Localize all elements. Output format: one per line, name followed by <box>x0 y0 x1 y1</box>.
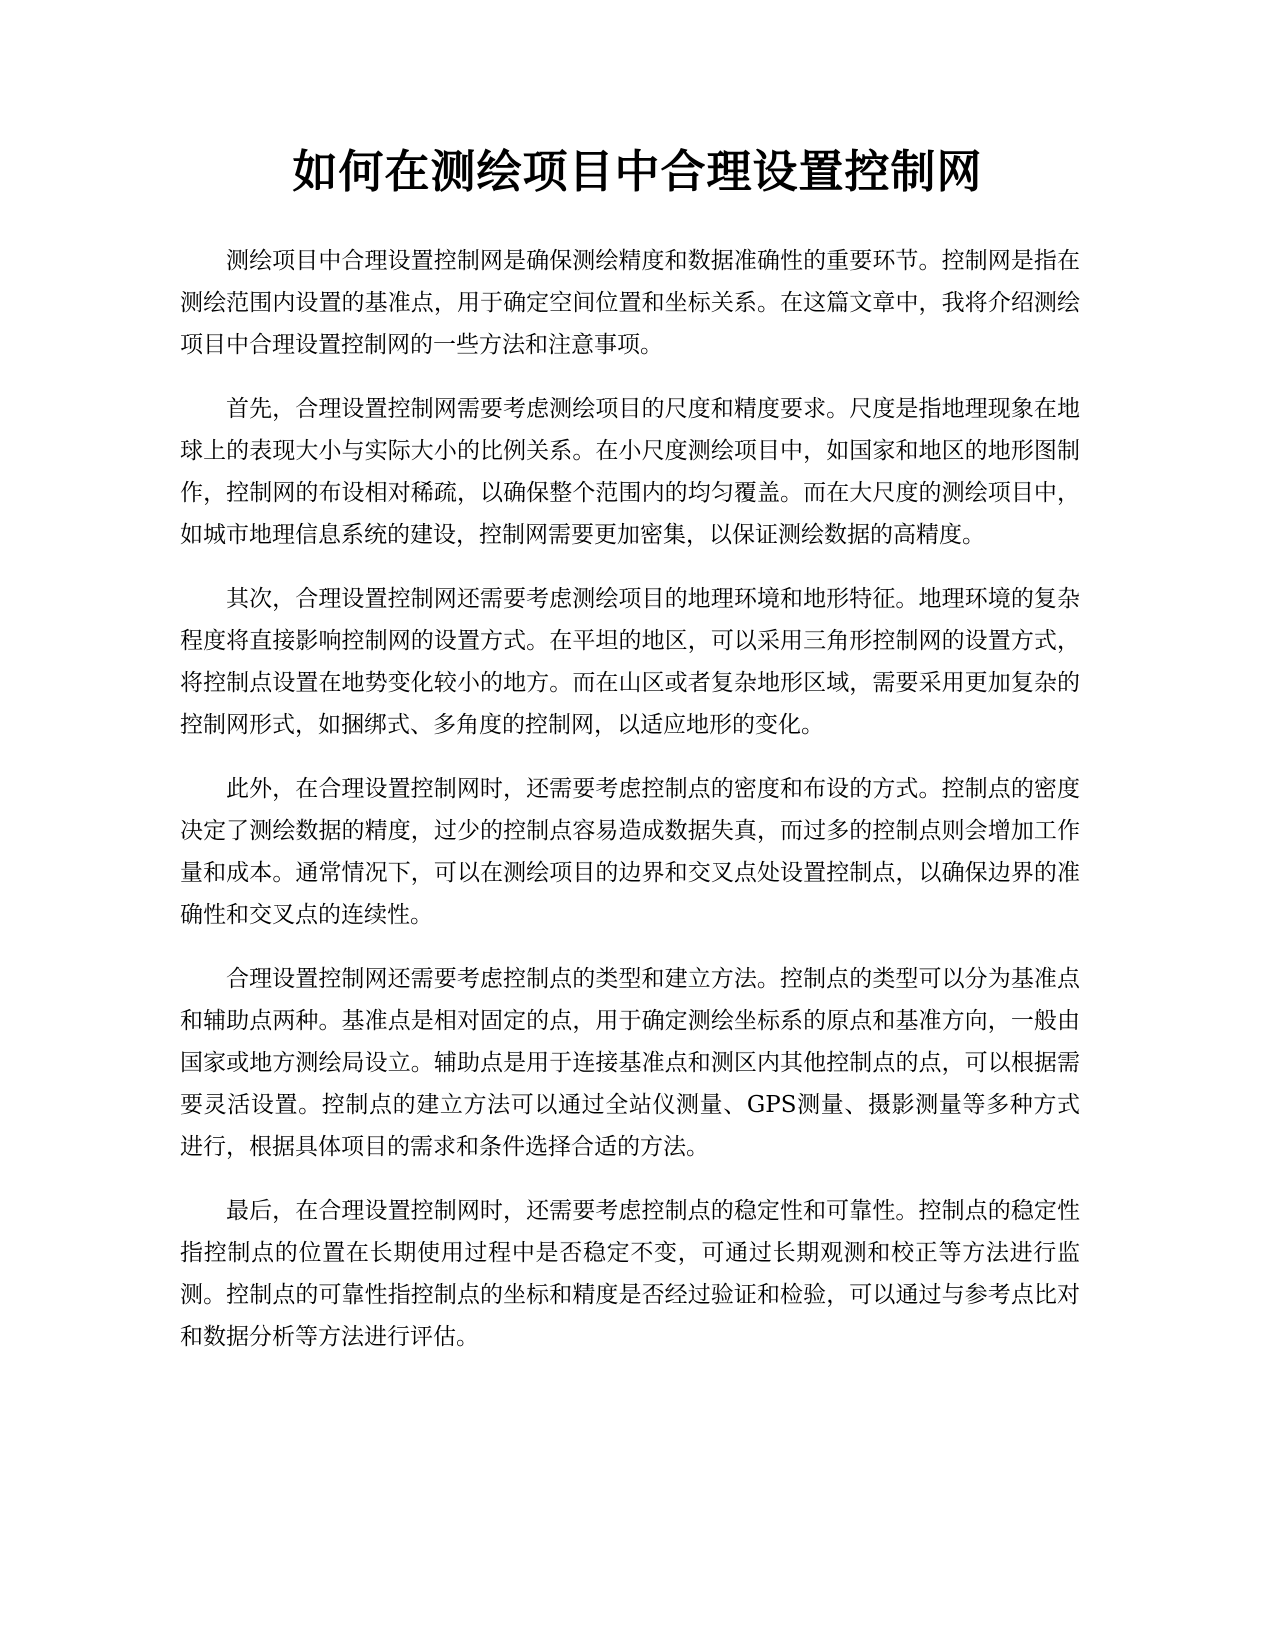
paragraph-intro: 测绘项目中合理设置控制网是确保测绘精度和数据准确性的重要环节。控制网是指在测绘范围内设置的基准点，用于确定空间位置和坐标关系。在这篇文章中，我将介绍测绘项目中合理设置控制网的一些方法和注意事项。 <box>180 248 1080 358</box>
paragraph-density: 此外，在合理设置控制网时，还需要考虑控制点的密度和布设的方式。控制点的密度决定了测绘数据的精度，过少的控制点容易造成数据失真，而过多的控制点则会增加工作量和成本。通常情况下，可以在测绘项目的边界和交叉点处设置控制点，以确保边界的准确性和交叉点的连续性。 <box>180 776 1080 928</box>
paragraph-scale-precision: 首先，合理设置控制网需要考虑测绘项目的尺度和精度要求。尺度是指地理现象在地球上的表现大小与实际大小的比例关系。在小尺度测绘项目中，如国家和地区的地形图制作，控制网的布设相对稀疏，以确保整个范围内的均匀覆盖。而在大尺度的测绘项目中，如城市地理信息系统的建设，控制网需要更加密集，以保证测绘数据的高精度。 <box>180 396 1080 548</box>
paragraph-terrain: 其次，合理设置控制网还需要考虑测绘项目的地理环境和地形特征。地理环境的复杂程度将直接影响控制网的设置方式。在平坦的地区，可以采用三角形控制网的设置方式，将控制点设置在地势变化较小的地方。而在山区或者复杂地形区域，需要采用更加复杂的控制网形式，如捆绑式、多角度的控制网，以适应地形的变化。 <box>180 586 1080 738</box>
document-title: 如何在测绘项目中合理设置控制网 <box>292 145 983 198</box>
paragraph-stability: 最后，在合理设置控制网时，还需要考虑控制点的稳定性和可靠性。控制点的稳定性指控制点的位置在长期使用过程中是否稳定不变，可通过长期观测和校正等方法进行监测。控制点的可靠性指控制点的坐标和精度是否经过验证和检验，可以通过与参考点比对和数据分析等方法进行评估。 <box>180 1198 1080 1350</box>
document-body <box>180 240 1080 1380</box>
paragraph-point-types: 合理设置控制网还需要考虑控制点的类型和建立方法。控制点的类型可以分为基准点和辅助点两种。基准点是相对固定的点，用于确定测绘坐标系的原点和基准方向，一般由国家或地方测绘局设立。辅助点是用于连接基准点和测区内其他控制点的点，可以根据需要灵活设置。控制点的建立方法可以通过全站仪测量、GPS测量、摄影测量等多种方式进行，根据具体项目的需求和条件选择合适的方法。 <box>180 966 1080 1160</box>
